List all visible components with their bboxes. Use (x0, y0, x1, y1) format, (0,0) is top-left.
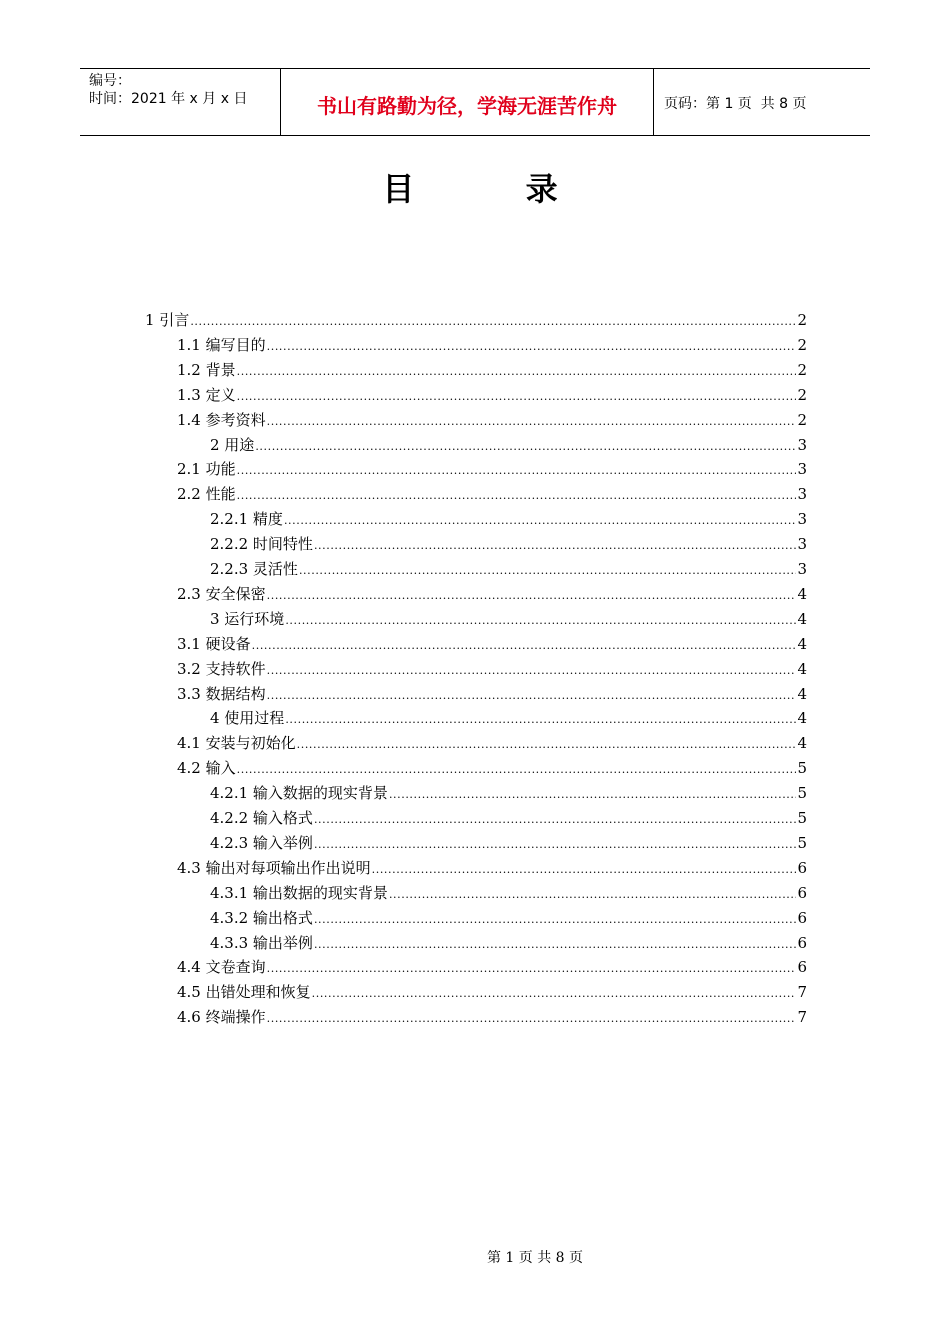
toc-entry-label: 2.3 安全保密 (177, 584, 266, 603)
header-page-info-text: 页码：第 1 页 共 8 页 (664, 96, 807, 112)
toc-entry-page: 7 (797, 1008, 807, 1027)
toc-entry-label: 4.2.2 输入格式 (210, 809, 313, 827)
toc-entry-label: 3.2 支持软件 (177, 659, 266, 678)
toc-leader-dots (252, 633, 797, 658)
toc-entry[interactable] (210, 781, 807, 806)
toc-leader-dots (312, 981, 797, 1006)
toc-entry-label: 4.4 文卷查询 (177, 958, 266, 977)
header-meta (80, 69, 281, 135)
toc-entry[interactable] (210, 831, 807, 856)
toc-entry-label: 1.3 定义 (177, 385, 236, 404)
toc-entry-page: 2 (797, 360, 807, 379)
toc-entry-label: 2.2.1 精度 (210, 510, 283, 529)
toc-leader-dots (314, 907, 797, 932)
toc-entry-label: 4.2.1 输入数据的现实背景 (210, 784, 388, 803)
toc-entry[interactable] (177, 333, 807, 358)
page-footer: 第 1 页 共 8 页 (486, 1250, 584, 1266)
toc-entry-page: 6 (797, 883, 807, 902)
toc-leader-dots (190, 309, 796, 334)
toc-entry-page: 3 (797, 435, 807, 454)
toc-entry[interactable] (177, 457, 807, 482)
toc-entry-page: 3 (797, 535, 807, 554)
toc-leader-dots (297, 732, 797, 757)
toc-entry-page: 6 (797, 958, 807, 977)
toc-leader-dots (314, 533, 797, 558)
toc-entry-page: 6 (797, 858, 807, 877)
toc-leader-dots (314, 932, 797, 957)
toc-entry-label: 4.2.3 输入举例 (210, 833, 313, 852)
toc-entry-page: 6 (797, 908, 807, 927)
toc-entry[interactable] (210, 906, 807, 931)
toc-leader-dots (267, 583, 797, 608)
toc-entry[interactable] (177, 358, 807, 383)
toc-entry-label: 2.2 性能 (177, 485, 236, 504)
toc-entry-page: 4 (797, 634, 807, 653)
toc-entry[interactable] (177, 632, 807, 657)
toc-leader-dots (237, 483, 797, 508)
toc-leader-dots (284, 508, 797, 533)
toc-entry-page: 3 (797, 485, 807, 504)
toc-leader-dots (372, 857, 797, 882)
toc-leader-dots (267, 658, 797, 683)
toc-entry[interactable] (177, 980, 807, 1005)
toc-leader-dots (299, 558, 797, 583)
toc-leader-dots (389, 882, 797, 907)
toc-entry-page: 4 (797, 584, 807, 603)
toc-entry-page: 5 (797, 833, 807, 852)
toc-entry-label: 4.6 终端操作 (177, 1008, 266, 1027)
toc-entry-label: 1.4 参考资料 (177, 410, 266, 429)
toc-entry[interactable] (177, 408, 807, 433)
toc-entry-page: 7 (797, 983, 807, 1002)
toc-entry-label: 1.2 背景 (177, 360, 236, 379)
toc-leader-dots (237, 458, 797, 483)
toc-leader-dots (237, 384, 797, 409)
toc-leader-dots (267, 956, 797, 981)
toc-leader-dots (267, 409, 797, 434)
toc-leader-dots (237, 359, 797, 384)
toc-entry[interactable] (210, 433, 807, 458)
toc-entry-page: 2 (797, 385, 807, 404)
toc-entry-page: 4 (797, 659, 807, 678)
document-number-label: 编号： (89, 73, 131, 89)
toc-entry-label: 3.1 硬设备 (177, 634, 251, 653)
toc-entry[interactable] (177, 657, 807, 682)
toc-entry[interactable] (177, 582, 807, 607)
toc-title: 目 录 (382, 170, 608, 208)
toc-entry-page: 5 (797, 809, 807, 827)
toc-entry[interactable] (177, 731, 807, 756)
toc-entry-page: 2 (797, 335, 807, 354)
toc-entry[interactable] (177, 1005, 807, 1030)
toc-entry[interactable] (210, 507, 807, 532)
toc-entry[interactable] (210, 532, 807, 557)
toc-entry[interactable] (177, 682, 807, 707)
toc-entry-label: 2.1 功能 (177, 460, 236, 479)
toc-leader-dots (314, 807, 797, 832)
toc-entry-page: 5 (797, 784, 807, 803)
toc-entry-page: 2 (797, 410, 807, 429)
toc-entry-label: 4.3 输出对每项输出作出说明 (177, 858, 371, 877)
toc-entry-page: 6 (797, 933, 807, 952)
toc-entry[interactable] (210, 806, 807, 831)
toc-entry-page: 3 (797, 460, 807, 479)
toc-leader-dots (267, 1006, 797, 1031)
toc-leader-dots (237, 757, 797, 782)
toc-entry[interactable] (177, 383, 807, 408)
toc-entry-label: 3 运行环境 (210, 609, 285, 628)
toc-entry-label: 2.2.3 灵活性 (210, 560, 298, 578)
toc-leader-dots (285, 707, 796, 732)
toc-leader-dots (267, 334, 797, 359)
page-header (80, 68, 870, 136)
toc-entry-label: 1.1 编写目的 (177, 335, 266, 354)
toc-entry-label: 4.1 安装与初始化 (177, 734, 296, 753)
toc-entry-label: 4.3.3 输出举例 (210, 933, 313, 952)
toc-entry-label: 1 引言 (145, 311, 190, 329)
toc-entry-page: 4 (797, 609, 807, 628)
toc-entry-page: 3 (797, 510, 807, 529)
header-motto: 书山有路勤为径，学海无涯苦作舟 (281, 69, 654, 135)
toc-entry[interactable] (177, 482, 807, 507)
toc-entry-page: 2 (797, 311, 807, 329)
header-page-info (654, 69, 870, 135)
toc-entry[interactable] (210, 706, 807, 731)
toc-entry[interactable] (210, 881, 807, 906)
toc-entry[interactable] (177, 856, 807, 881)
toc-entry[interactable] (210, 931, 807, 956)
toc-entry-page: 5 (797, 759, 807, 778)
toc-entry-label: 4.5 出错处理和恢复 (177, 983, 311, 1002)
toc-entry-page: 4 (797, 709, 807, 728)
toc-entry[interactable] (145, 308, 807, 333)
toc-entry-page: 4 (797, 734, 807, 753)
toc-leader-dots (314, 832, 797, 857)
toc-entry-label: 3.3 数据结构 (177, 684, 266, 703)
toc-leader-dots (267, 683, 797, 708)
toc-entry-label: 4.3.2 输出格式 (210, 908, 313, 927)
toc-leader-dots (255, 434, 796, 459)
document-time-label: 时间：2021 年 x 月 x 日 (89, 91, 248, 107)
toc-entry[interactable] (177, 756, 807, 781)
toc-entry[interactable] (177, 955, 807, 980)
toc-entry-label: 2.2.2 时间特性 (210, 535, 313, 554)
toc-entry-label: 4.3.1 输出数据的现实背景 (210, 883, 388, 902)
toc-entry-label: 2 用途 (210, 435, 255, 454)
toc-entry-page: 4 (797, 684, 807, 703)
toc-entry-label: 4 使用过程 (210, 709, 285, 728)
toc-entry-label: 4.2 输入 (177, 759, 236, 778)
toc-entry[interactable] (210, 607, 807, 632)
toc-leader-dots (285, 608, 796, 633)
toc-entry[interactable] (210, 557, 807, 582)
toc-entry-page: 3 (797, 560, 807, 578)
toc-leader-dots (389, 782, 797, 807)
